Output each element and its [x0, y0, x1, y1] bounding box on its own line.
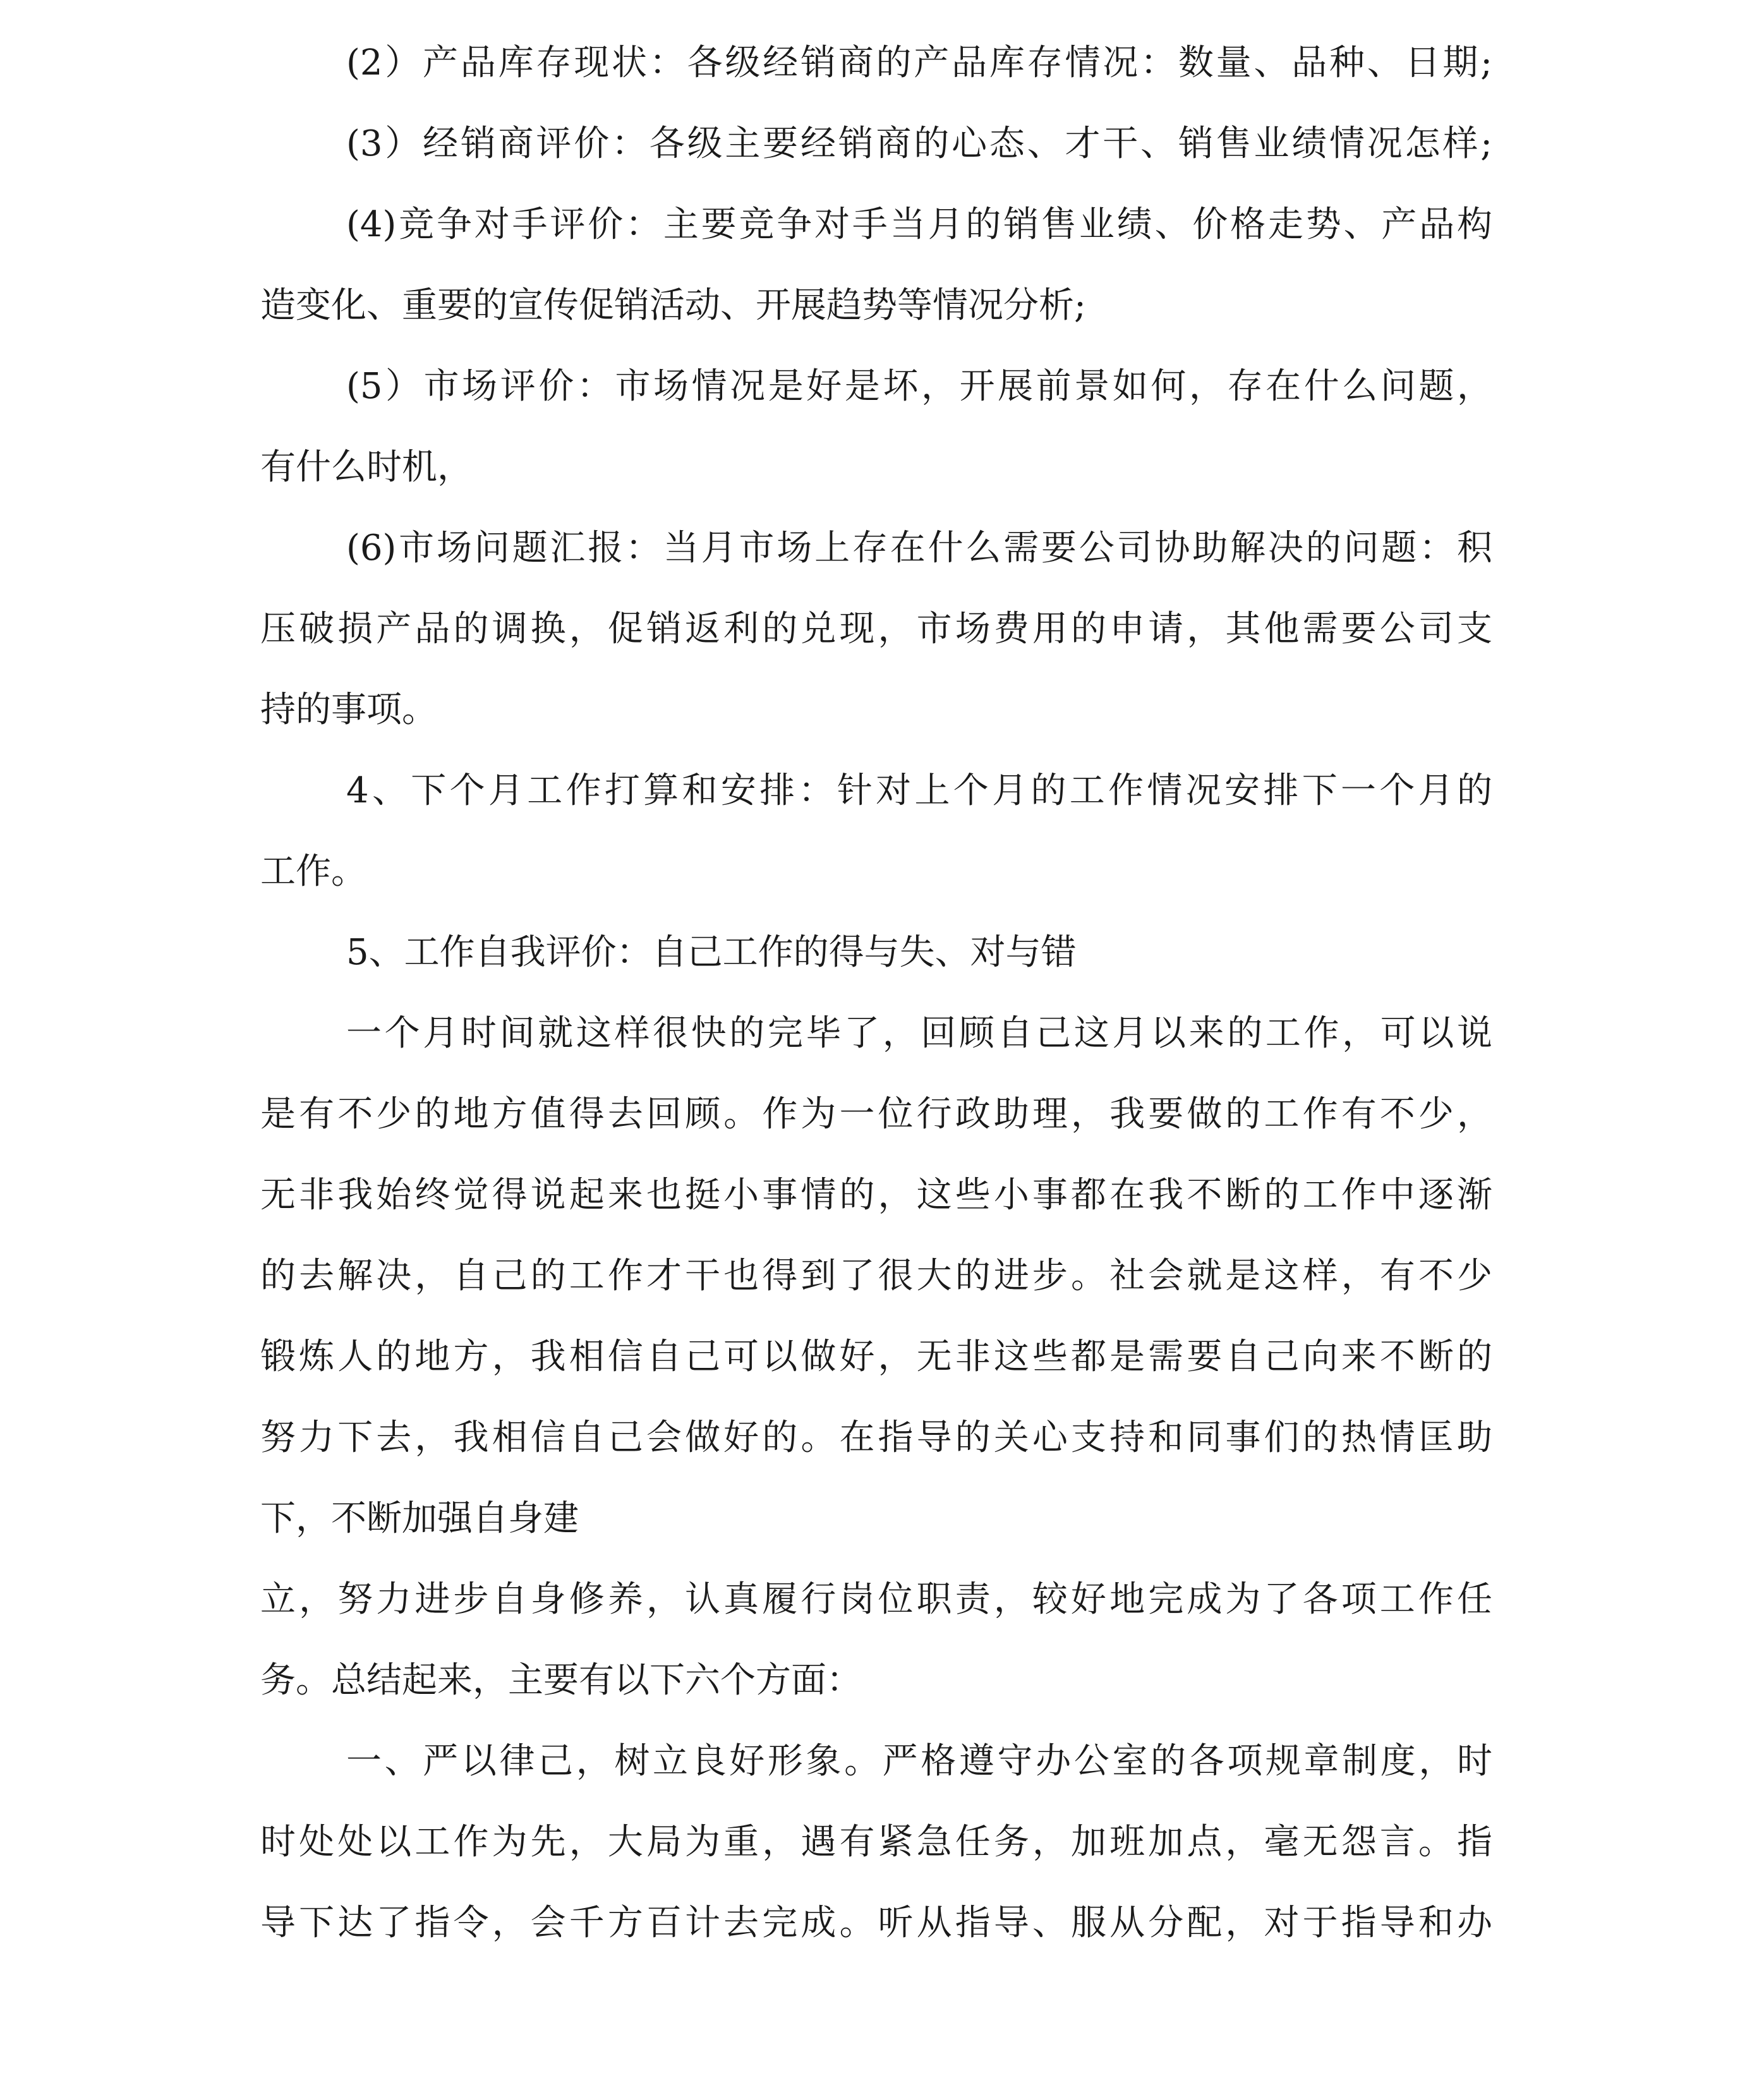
text-line-16: 的去解决，自己的工作才干也得到了很大的进步。社会就是这样，有不少	[260, 1255, 1492, 1296]
text-line-20: 立，努力进步自身修养，认真履行岗位职责，较好地完成为了各项工作任	[260, 1579, 1492, 1620]
body-text	[260, 23, 1492, 1964]
text-line-22: 一、严以律己，树立良好形象。严格遵守办公室的各项规章制度，时	[346, 1741, 1492, 1782]
text-line-17: 锻炼人的地方，我相信自己可以做好，无非这些都是需要自己向来不断的	[260, 1336, 1492, 1377]
text-line-9: 持的事项。	[260, 689, 437, 730]
text-line-7: (6)市场问题汇报：当月市场上存在什么需要公司协助解决的问题：积	[346, 528, 1492, 569]
text-line-24: 导下达了指令，会千方百计去完成。听从指导、服从分配，对于指导和办	[260, 1902, 1492, 1943]
text-line-23: 时处处以工作为先，大局为重，遇有紧急任务，加班加点，毫无怨言。指	[260, 1822, 1492, 1863]
text-line-15: 无非我始终觉得说起来也挺小事情的，这些小事都在我不断的工作中逐渐	[260, 1175, 1492, 1216]
text-line-12: 5、工作自我评价：自己工作的得与失、对与错	[346, 932, 1077, 973]
text-line-14: 是有不少的地方值得去回顾。作为一位行政助理，我要做的工作有不少，	[260, 1094, 1492, 1135]
text-line-18: 努力下去，我相信自己会做好的。在指导的关心支持和同事们的热情匡助	[260, 1417, 1492, 1458]
text-line-10: 4、下个月工作打算和安排：针对上个月的工作情况安排下一个月的	[346, 770, 1492, 811]
text-line-21: 务。总结起来，主要有以下六个方面：	[260, 1660, 862, 1701]
text-line-6: 有什么时机，	[260, 447, 473, 488]
text-line-19: 下，不断加强自身建	[260, 1498, 579, 1539]
text-line-2: (3）经销商评价：各级主要经销商的心态、才干、销售业绩情况怎样;	[346, 123, 1492, 164]
text-line-1: (2）产品库存现状：各级经销商的产品库存情况：数量、品种、日期;	[346, 42, 1492, 83]
text-line-13: 一个月时间就这样很快的完毕了，回顾自己这月以来的工作，可以说	[346, 1013, 1492, 1054]
text-line-3: (4)竞争对手评价：主要竞争对手当月的销售业绩、价格走势、产品构	[346, 204, 1492, 245]
text-line-5: (5）市场评价：市场情况是好是坏，开展前景如何，存在什么问题，	[346, 366, 1492, 407]
text-line-11: 工作。	[260, 851, 366, 892]
text-line-4: 造变化、重要的宣传促销活动、开展趋势等情况分析;	[260, 285, 1086, 326]
text-line-8: 压破损产品的调换，促销返利的兑现，市场费用的申请，其他需要公司支	[260, 608, 1492, 650]
